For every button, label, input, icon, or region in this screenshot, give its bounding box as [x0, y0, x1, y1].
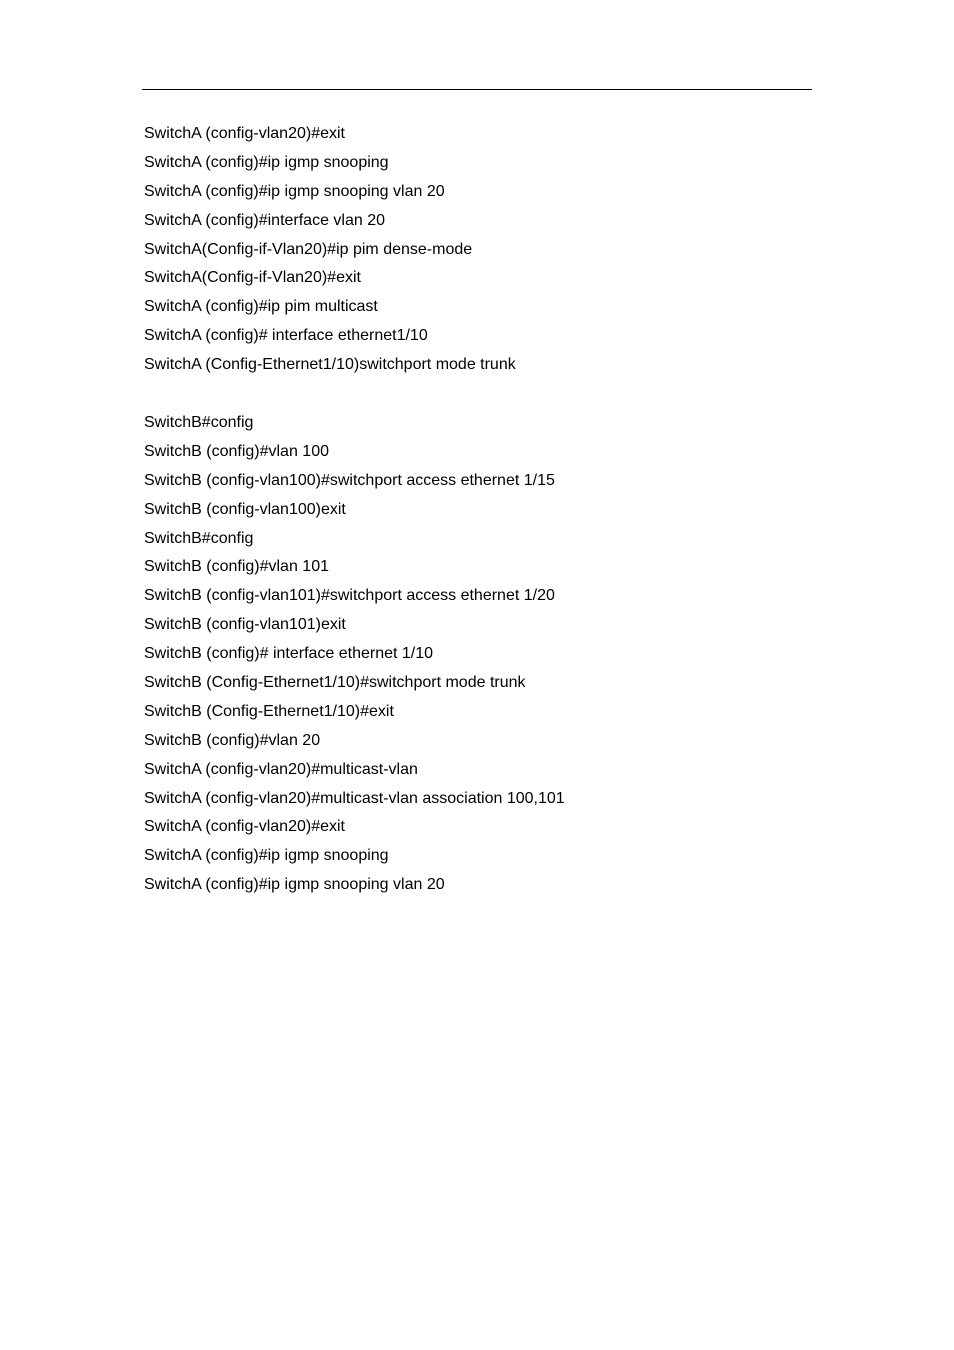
switch-a-command-block [144, 120, 516, 380]
command-line: SwitchB (config)#vlan 20 [144, 731, 321, 749]
command-line: SwitchB (config-vlan101)#switchport access ethernet 1/20 [144, 587, 555, 605]
command-line: SwitchA (config)#ip igmp snooping vlan 20 [144, 876, 445, 894]
command-line: SwitchA (config)# interface ethernet1/10 [144, 327, 428, 345]
command-line: SwitchA(Config-if-Vlan20)#exit [144, 269, 361, 287]
command-line: SwitchB#config [144, 529, 254, 547]
command-line: SwitchB (config-vlan100)exit [144, 500, 346, 518]
command-line: SwitchA (config)#interface vlan 20 [144, 211, 386, 229]
command-line: SwitchA (config)#ip igmp snooping [144, 153, 389, 171]
command-line: SwitchB (config-vlan100)#switchport access ethernet 1/15 [144, 471, 555, 489]
switch-b-command-block [144, 409, 565, 900]
command-line: SwitchB (config)#vlan 100 [144, 442, 329, 460]
header-rule [142, 89, 812, 90]
command-line: SwitchA (config-vlan20)#exit [144, 125, 345, 142]
command-line: SwitchA (config-vlan20)#multicast-vlan [144, 760, 418, 778]
command-line: SwitchB (Config-Ethernet1/10)#switchport mode trunk [144, 674, 526, 692]
command-line: SwitchB (config)#vlan 101 [144, 558, 329, 576]
command-line: SwitchB (config-vlan101)exit [144, 616, 346, 634]
command-line: SwitchB (Config-Ethernet1/10)#exit [144, 702, 394, 720]
command-line: SwitchA (config-vlan20)#exit [144, 818, 345, 836]
command-line: SwitchA (Config-Ethernet1/10)switchport mode trunk [144, 356, 516, 374]
command-line: SwitchA (config-vlan20)#multicast-vlan association 100,101 [144, 789, 565, 807]
command-line: SwitchA (config)#ip igmp snooping vlan 20 [144, 182, 445, 200]
command-line: SwitchA (config)#ip pim multicast [144, 298, 378, 316]
command-line: SwitchB#config [144, 414, 254, 431]
command-line: SwitchB (config)# interface ethernet 1/10 [144, 645, 434, 663]
command-line: SwitchA (config)#ip igmp snooping [144, 847, 389, 865]
command-line: SwitchA(Config-if-Vlan20)#ip pim dense-mode [144, 240, 473, 258]
